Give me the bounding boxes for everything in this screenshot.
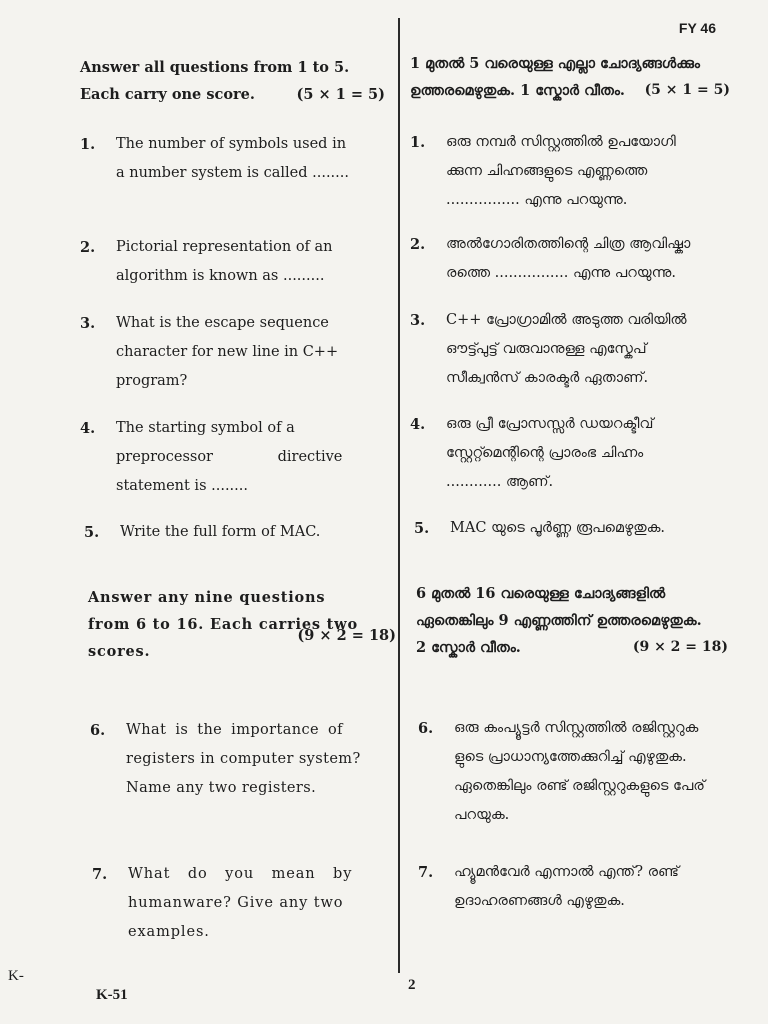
question-7-ml <box>418 858 730 916</box>
question-line: What is the importance of <box>126 722 343 738</box>
question-line: MAC യുടെ പൂർണ്ണ രൂപമെഴുതുക. <box>450 520 666 536</box>
question-line: statement is ........ <box>116 478 248 494</box>
section2-line3-en: scores. <box>88 643 151 660</box>
question-2-en <box>80 233 385 291</box>
question-number: 6. <box>418 720 434 737</box>
question-line: ............ ആണ്. <box>446 474 554 490</box>
question-line: preprocessor directive <box>116 449 343 465</box>
section1-marks-ml: (5 × 1 = 5) <box>644 82 730 98</box>
question-line: ഔട്ട്പുട്ട് വരുവാനുള്ള എസ്കേപ് <box>446 341 647 357</box>
question-number: 5. <box>414 520 430 537</box>
question-line: ഒരു നമ്പർ സിസ്റ്റത്തിൽ ഉപയോഗി <box>446 134 676 150</box>
question-number: 1. <box>80 136 96 153</box>
question-4-ml <box>410 410 730 497</box>
question-line: Write the full form of MAC. <box>120 524 321 540</box>
question-1-en <box>80 130 385 188</box>
question-line: humanware? Give any two <box>128 895 344 911</box>
question-line: ഒരു കംപ്യൂട്ടർ സിസ്റ്റത്തിൽ രജിസ്റ്ററുക <box>454 720 699 736</box>
question-number: 3. <box>410 312 426 329</box>
question-line: The starting symbol of a <box>116 420 295 436</box>
question-3-en <box>80 309 385 396</box>
question-1-ml <box>410 128 730 215</box>
margin-mark: K- <box>8 968 24 984</box>
section2-line3-ml: 2 സ്കോർ വീതം. <box>416 639 521 656</box>
question-line: ളുടെ പ്രാധാന്യത്തേക്കുറിച്ച് എഴുതുക. <box>454 749 687 765</box>
question-number: 7. <box>418 864 434 881</box>
question-2-ml <box>410 230 730 288</box>
question-line: character for new line in C++ <box>116 344 339 360</box>
question-4-en <box>80 414 355 501</box>
section1-line2-ml: ഉത്തരമെഴുതുക. 1 സ്കോർ വീതം. <box>410 82 625 99</box>
question-3-ml <box>410 306 730 393</box>
question-number: 7. <box>92 866 108 883</box>
question-line: സീക്വൻസ് കാരക്ടർ ഏതാണ്. <box>446 370 649 386</box>
question-line: പറയുക. <box>454 807 510 823</box>
question-line: രത്തെ ................ എന്നു പറയുന്നു. <box>446 265 676 281</box>
section1-line1-en: Answer all questions from 1 to 5. <box>80 59 350 76</box>
question-number: 2. <box>80 239 96 256</box>
question-line: ................ എന്നു പറയുന്നു. <box>446 192 628 208</box>
question-5-en <box>84 518 389 547</box>
question-line: അൽഗോരിതത്തിന്റെ ചിത്ര ആവിഷ്കാ <box>446 236 691 252</box>
question-number: 4. <box>80 420 96 437</box>
question-number: 1. <box>410 134 426 151</box>
question-line: What do you mean by <box>128 866 353 882</box>
question-7-en <box>92 860 392 947</box>
section2-line1-ml: 6 മുതൽ 16 വരെയുള്ള ചോദ്യങ്ങളിൽ <box>416 585 666 602</box>
question-6-en <box>90 716 390 803</box>
section2-heading-en <box>88 584 398 665</box>
question-number: 4. <box>410 416 426 433</box>
question-line: The number of symbols used in <box>116 136 347 152</box>
page-number: 2 <box>408 977 416 993</box>
question-line: ഒരു പ്രീ പ്രോസസ്സർ ഡയറക്ടീവ് <box>446 416 654 432</box>
question-line: registers in computer system? <box>126 751 361 767</box>
question-number: 2. <box>410 236 426 253</box>
question-line: സ്റ്റേറ്റ്മെന്റിന്റെ പ്രാരംഭ ചിഹ്നം <box>446 445 644 461</box>
question-number: 6. <box>90 722 106 739</box>
question-line: C++ പ്രോഗ്രാമിൽ അടുത്ത വരിയിൽ <box>446 312 687 328</box>
section2-line2-en: from 6 to 16. Each carries two <box>88 616 358 633</box>
question-line: ഹ്യൂമൻവേർ എന്നാൽ എന്ത്? രണ്ട് <box>454 864 679 880</box>
section2-heading-ml <box>416 580 728 661</box>
question-6-ml <box>418 714 730 830</box>
section1-heading-ml <box>410 50 730 104</box>
section1-line2-en: Each carry one score. <box>80 86 255 103</box>
section2-marks-ml: (9 × 2 = 18) <box>632 639 728 655</box>
section2-line2-ml: ഏതെങ്കിലും 9 എണ്ണത്തിന് ഉത്തരമെഴുതുക. <box>416 612 702 629</box>
section1-heading-en <box>80 54 385 108</box>
question-number: 5. <box>84 524 100 541</box>
question-5-ml <box>414 514 730 543</box>
question-line: ക്കുന്ന ചിഹ്നങ്ങളുടെ എണ്ണത്തെ <box>446 163 648 179</box>
question-line: examples. <box>128 924 210 940</box>
question-line: Name any two registers. <box>126 780 317 796</box>
section1-line1-ml: 1 മുതൽ 5 വരെയുള്ള എല്ലാ ചോദ്യങ്ങൾക്കും <box>410 55 700 72</box>
section1-marks-en: (5 × 1 = 5) <box>296 86 385 103</box>
question-line: algorithm is known as ......... <box>116 268 325 284</box>
question-line: ഉദാഹരണങ്ങൾ എഴുതുക. <box>454 893 625 909</box>
section2-marks-en: (9 × 2 = 18) <box>297 627 396 644</box>
question-line: What is the escape sequence <box>116 315 329 331</box>
column-divider <box>398 18 400 973</box>
paper-code: FY 46 <box>678 20 716 36</box>
question-line: Pictorial representation of an <box>116 239 333 255</box>
section2-line1-en: Answer any nine questions <box>88 589 326 606</box>
question-line: program? <box>116 373 188 389</box>
question-line: a number system is called ........ <box>116 165 349 181</box>
booklet-code: K-51 <box>96 987 128 1003</box>
question-number: 3. <box>80 315 96 332</box>
question-line: ഏതെങ്കിലും രണ്ട് രജിസ്റ്ററുകളുടെ പേര് <box>454 778 705 794</box>
